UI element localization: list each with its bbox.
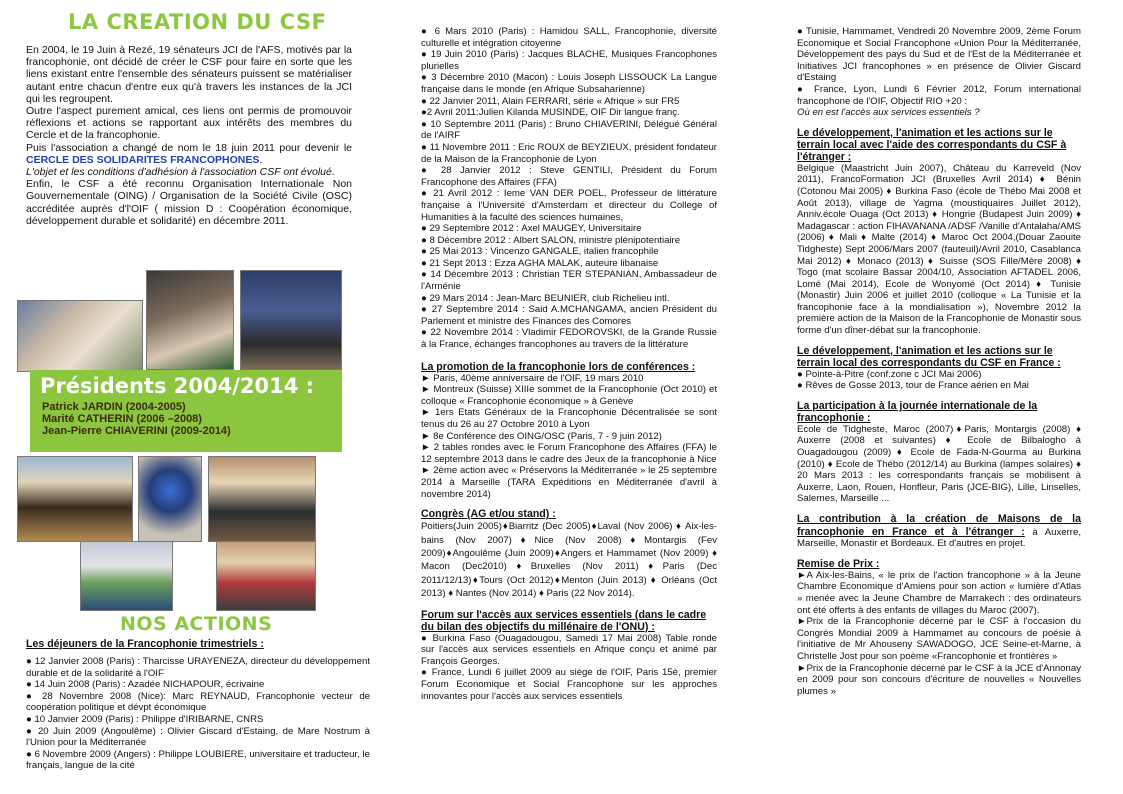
france-dev-heading: Le développement, l'animation et les actions sur le terrain local des correspondants du CSF en France : — [797, 344, 1061, 369]
csf-name: CERCLE DES SOLIDARITES FRANCOPHONES — [26, 153, 260, 166]
list-item: ● 22 Janvier 2011, Alain FERRARI, série « Afrique » sur FR5 — [421, 95, 680, 107]
intro-paragraph: Outre l'aspect purement amical, ces liens ont permis de promouvoir réflexions et actions se rapportant aux intérêts des membres du Cercle et de la francophonie. — [26, 105, 352, 142]
column-right — [797, 26, 1081, 697]
list-item: ● 27 Septembre 2014 : Said A.MCHANGAMA, ancien Président du Parlement et ministre des Finances des Comores — [421, 304, 717, 327]
lunches-heading: Les déjeuners de la Francophonie trimestriels : — [26, 638, 264, 650]
photo-assembly-hall — [80, 541, 173, 611]
list-item: ●2 Avril 2011:Julien Kilanda MUSINDE, OIF Dir langue franç. — [421, 107, 680, 119]
participation-heading: La participation à la journée internationale de la francophonie : — [797, 399, 1038, 424]
photo-women-group — [216, 541, 316, 611]
list-item: ● 14 Juin 2008 (Paris) : Azadée NICHAPOUR, écrivaine — [26, 679, 265, 691]
photo-solar-lamp — [138, 456, 202, 542]
list-item: ● 22 Novembre 2014 : Vladimir FEDOROVSKI, de la Grande Russie à la France, échanges francophones au travers de la littérature — [421, 327, 717, 351]
list-item: ● 19 Juin 2010 (Paris) : Jacques BLACHE, Musiques Francophones plurielles — [421, 49, 717, 72]
list-item: ● Rêves de Gosse 2013, tour de France aérien en Mai — [797, 380, 1029, 392]
congress-heading: Congrès (AG et/ou stand) : — [421, 508, 556, 521]
list-item: ● 28 Novembre 2008 (Nice): Marc REYNAUD, Francophonie vecteur de coopération politique et dévpt économique — [26, 690, 370, 714]
intro-paragraph: Puis l'association a changé de nom le 18 juin 2011 pour devenir le CERCLE DES SOLIDARITES FRANCOPHONES. — [26, 141, 352, 166]
awards-heading: Remise de Prix : — [797, 557, 880, 570]
france-dev-list — [797, 369, 1081, 392]
congress-list: Poitiers(Juin 2005)♦Biarritz (Dec 2005)♦Laval (Nov 2006) ♦ Aix-les-bains (Nov 2007)♦Nice (Nov 2008)♦Montargis (Fev 2009)♦Angoulême (Juin 2009)♦Angers et Hammamet (Nov 2009) ♦ Macon (Dec2010)♦Bruxelles (Nov 2011)♦Paris (Dec 2011/12/13)♦Tours (Oct 2012)♦Menton (Juin 2013) ♦ Orléans (Oct 2013) ♦ Nantes (Nov 2014) ♦ Paris (22 Nov 2014). — [421, 521, 717, 600]
list-item: ● 29 Mars 2014 : Jean-Marc BEUNIER, club Richelieu intl. — [421, 292, 670, 304]
president-name: Marité CATHERIN (2006 –2008) — [42, 413, 202, 425]
list-item: ● 8 Décembre 2012 : Albert SALON, ministre plénipotentiaire — [421, 234, 681, 246]
contribution-text: à Auxerre, Marseille, Monastir et Bordeaux. Et d'autres en projet. — [797, 526, 1081, 550]
intro-paragraph: En 2004, le 19 Juin à Rezé, 19 sénateurs JCI de l'AFS, motivés par la francophonie, ont décidé de créer le CSF pour faire en sorte que les liens existant entre l'ensemble des sénateurs puissent se matérialiser autant entre chacun d'entre eux qu'à travers les instances de la JCI qui les regroupent. — [26, 44, 352, 105]
list-item: ● 10 Septembre 2011 (Paris) : Bruno CHIAVERINI, Délégué Général de l'AIRF — [421, 118, 717, 142]
list-item: ● Tunisie, Hammamet, Vendredi 20 Novembre 2009, 2ème Forum Economique et Social Francophone «Union Pour la Méditerranée, Développement des pays du Sud et de l'Est de la Méditerranée et Initiatives JCI francophones » en présence de Olivier Giscard d'Estaing — [797, 26, 1081, 84]
actions-title: NOS ACTIONS — [120, 613, 273, 635]
presidents-box — [30, 370, 342, 452]
lunches-section — [26, 638, 370, 772]
list-item: ● 21 Sept 2013 : Ezza AGHA MALAK, auteure libanaise — [421, 257, 659, 269]
contribution-block — [797, 513, 1081, 550]
lunches-list — [26, 656, 370, 772]
list-item: ● France, Lyon, Lundi 6 Février 2012, Forum international francophone de l'OIF, Objectif RIO +20 : — [797, 83, 1081, 107]
list-item: ● 6 Novembre 2009 (Angers) : Philippe LOUBIERE, universitaire et traducteur, le français, langue de la cité — [26, 748, 370, 772]
list-item: ► 8e Conférence des OING/OSC (Paris, 7 - 9 juin 2012) — [421, 430, 662, 442]
list-item: ● 25 Mai 2013 : Vincenzo GANGALE, italien francophile — [421, 246, 659, 258]
conferences-list — [421, 373, 717, 501]
photo-group-standing — [208, 456, 316, 542]
list-item: ● Burkina Faso (Ouagadougou, Samedi 17 Mai 2008) Table ronde sur l'accès aux services essentiels en Afrique conçu et animé par François Georges. — [421, 632, 717, 667]
list-item: ● 21 Avril 2012 : Ieme VAN DER POEL, Professeur de littérature française à l'Université d'Amsterdam et directeur du College of Humanities à la faculté des sciences humaines, — [421, 188, 717, 223]
list-item: ►A Aix-les-Bains, « le prix de l'action francophone » à la Jeune Chambre Economique d'Amiens pour son action « lumière d'Atlas » menée avec la Jeune Chambre de Marrakech : des ordinateurs ont été offerts à des enfants de villages du Maroc (2007). — [797, 569, 1081, 616]
local-dev-text: Belgique (Maastricht Juin 2007), Château du Karreveld (Nov 2011), FrancoFormation JCI (Bruxelles Avril 2014) ♦ Bénin (Cotonou Mai 2005) ♦ Burkina Faso (école de Thébo Mai 2008 et Août 2013), village de Yagma (moustiquaires Juillet 2012), Anniv.école Ouaga (Oct 2013) ♦ Hongrie (Budapest Juin 2009) ♦ Madagascar : action FIHAVANANA /ADSF /Vanille d'Antalaha/AMS (2006) ♦ Mali ♦ Malte (2014) ♦ Maroc Oct 2004,(Douar Zaouite Tidgheste) Sept 2006/Mars 2007 (fauteuil)/Avril 2010, Casablanca Mai 2012) ♦ Monaco (2013) ♦ Suisse (SOS Fille/Mère 2008) ♦ Togo (mat scolaire Bassar 2004/10, Association AFTADEL 2006, Lomé (Mai 2014), Ecole de Wonyomé (Oct 2014) ♦ Tunisie (Monastir) Juin 2006 et juillet 2010 (colloque « La Tunisie et la francophonie face à la mondialisation »), Novembre 2012 la première action de la Maison de la Francophonie de Monastir sous forme d'un dîner-débat sur la francophonie. — [797, 162, 1081, 337]
photo-dinner — [146, 270, 234, 370]
list-item: ► 2ème action avec « Préservons la Méditerranée » le 25 septembre 2014 à Marseille (TARA Expéditions en Méditerranée d'avril à novembre 2014) — [421, 465, 717, 500]
list-item: ● 10 Janvier 2009 (Paris) : Philippe d'IRIBARNE, CNRS — [26, 713, 264, 725]
list-item: ● 20 Juin 2009 (Angoulême) : Olivier Giscard d'Estaing, de Mare Nostrum à l'Union pour la Méditerranée — [26, 725, 370, 749]
local-dev-heading: Le développement, l'animation et les actions sur le terrain local avec l'aide des correspondants du CSF à l'étranger : — [797, 126, 1067, 163]
list-item: ►Prix de la Francophonie décerné par le CSF à l'occasion du Congrès Mondial 2009 à Hammamet au concours de poésie à l'initiative de Mr Ahouseny SAWADOGO, JCE Seine-et-Marne, à Christelle Jost pour son poème «Francophonie et frontières » — [797, 616, 1081, 662]
president-name: Jean-Pierre CHIAVERINI (2009-2014) — [42, 425, 231, 437]
forum-heading: Forum sur l'accès aux services essentiels (dans le cadre du bilan des objectifs du millénaire de l'ONU) : — [421, 608, 707, 633]
list-item: ● 28 Janvier 2012 : Steve GENTILI, Président du Forum Francophone des Affaires (FFA) — [421, 165, 717, 188]
list-item: ► Montreux (Suisse) XIIIe sommet de la Francophonie (Oct 2010) et colloque « Francophonie économique » à Genève — [421, 384, 717, 407]
list-item: ● Pointe-à-Pitre (conf.zone c JCI Mai 2006) — [797, 368, 982, 380]
lunches-list-continued — [421, 26, 717, 351]
list-item: ► 1ers Etats Généraux de la Francophonie Décentralisée se sont tenus du 26 au 27 Octobre 2010 à Lyon — [421, 407, 717, 430]
list-item: ► Paris, 40ème anniversaire de l'OIF, 19 mars 2010 — [421, 372, 644, 384]
photo-conference-stage — [240, 270, 342, 370]
presidents-title: Présidents 2004/2014 : — [40, 374, 315, 398]
contribution-heading: La contribution à la création de Maisons de la francophonie en France et à l'étranger : — [797, 513, 1081, 538]
list-item: ►Prix de la Francophonie décerné par le CSF à la JCE d'Annonay en 2009 pour son concours d'écriture de nouvelles « Nouvelles plumes » — [797, 662, 1081, 697]
list-item: ● 29 Septembre 2012 : Axel MAUGEY, Universitaire — [421, 223, 642, 235]
photo-group-africa — [17, 456, 133, 542]
page-title: LA CREATION DU CSF — [68, 10, 327, 34]
intro-paragraph: Enfin, le CSF a été reconnu Organisation Internationale Non Gouvernementale (OING) / Organisation de la Société Civile (OSC) accréditée auprès d'l'OIF ( mission D : Coopération économique, développement durable et solidarité) en décembre 2011. — [26, 178, 352, 227]
president-name: Patrick JARDIN (2004-2005) — [42, 401, 186, 413]
list-item: ► 2 tables rondes avec le Forum Francophone des Affaires (FFA) le 12 septembre 2013 dans le cadre des Jeux de la francophonie à Nice — [421, 442, 717, 465]
intro-text — [26, 44, 352, 227]
list-item: ● 3 Décembre 2010 (Macon) : Louis Joseph LISSOUCK La Langue française dans le monde (en Afrique Subsaharienne) — [421, 72, 717, 95]
list-item: ● 12 Janvier 2008 (Paris) : Tharcisse URAYENEZA, directeur du développement durable et de la solidarité à l'OIF — [26, 656, 370, 679]
list-item: ● 14 Décembre 2013 : Christian TER STEPANIAN, Ambassadeur de l'Arménie — [421, 269, 717, 293]
conferences-heading: La promotion de la francophonie lors de conférences : — [421, 360, 696, 373]
list-item: ● 11 Novembre 2011 : Eric ROUX de BEYZIEUX, président fondateur de la Maison de la Francophonie de Lyon — [421, 141, 717, 165]
list-item: ● 6 Mars 2010 (Paris) : Hamidou SALL, Francophonie, diversité culturelle et intégration citoyenne — [421, 26, 717, 49]
list-item: Où en est l'accès aux services essentiels ? — [797, 107, 980, 119]
awards-list — [797, 570, 1081, 698]
photo-meeting — [17, 300, 143, 372]
column-middle — [421, 26, 717, 702]
intro-paragraph: L'objet et les conditions d'adhésion à l'association CSF ont évolué. — [26, 166, 335, 179]
list-item: ● France, Lundi 6 juillet 2009 au siège de l'OIF, Paris 15è, premier Forum Economique et Social Francophone sur les approches innovantes pour l'accès aux services essentiels — [421, 667, 717, 702]
participation-text: Ecole de Tidgheste, Maroc (2007)♦Paris, Montargis (2008) ♦ Auxerre (2008 et suivantes) ♦ Ecole de Bilbalogho à Ouagadougou (2009) ♦ Ecole de Fada-N-Gourma au Burkina (2010) ♦ Ecole de Thébo (2012/14) au Burkina (lampes solaires) ♦ 20 Mars 2013 : les correspondants français se mobilisent à Auxerre, Laon, Rouen, Honfleur, Paris (JCE-BIG), Lille, Linselles, Salernes, Marseille ... — [797, 423, 1081, 505]
forum-list — [421, 633, 717, 703]
forum-list-continued — [797, 26, 1081, 119]
